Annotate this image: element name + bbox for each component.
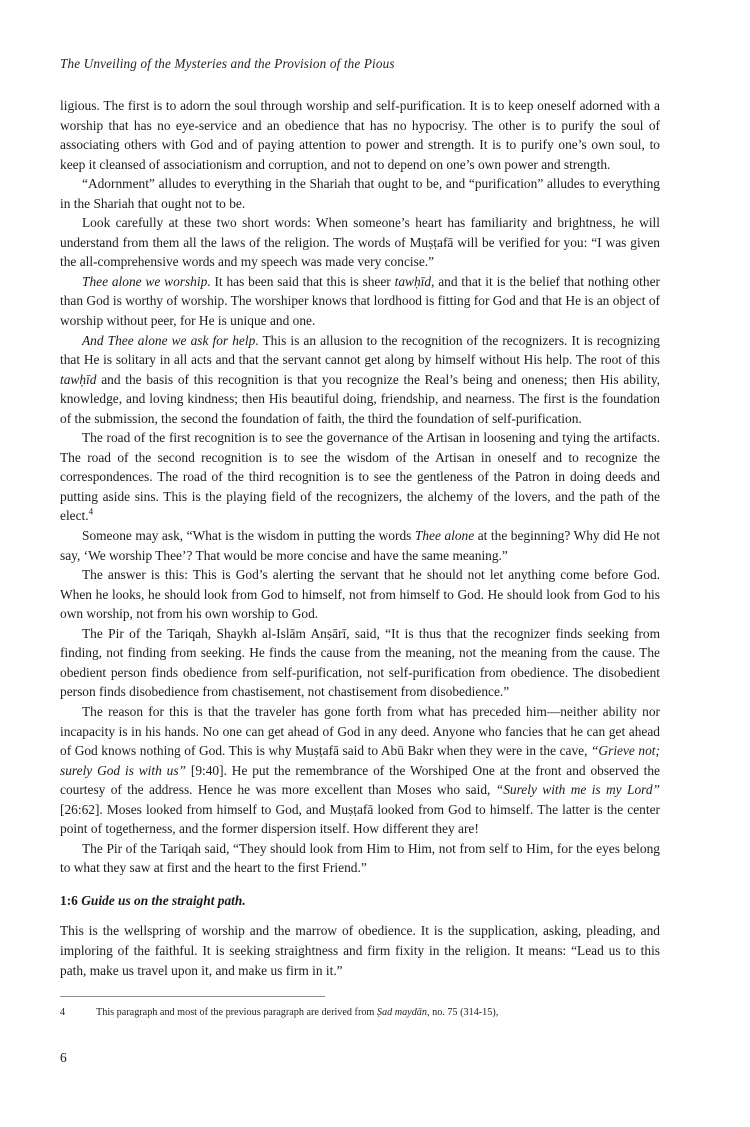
- italic-run: And Thee alone we ask for help: [82, 332, 256, 348]
- text-run: This paragraph and most of the previous paragraph are derived from: [96, 1007, 377, 1018]
- text-run: The road of the first recognition is to see the governance of the Artisan in loosening and tying the artifacts. The road of the second recognition is to see the wisdom of the Artisan in oneself and to recognize the correspondences. The road of the third recognition is to see the gentleness of the Patron in doing deeds and putting aside sins. This is the playing field of the recognizers, the alchemy of the lovers, and the path of the elect.: [60, 430, 660, 524]
- text-run: Someone may ask, “What is the wisdom in putting the words: [82, 528, 415, 544]
- text-run: at the beginning? Why did He not say, ‘We worship Thee’? That would be more concise and have the same meaning.”: [60, 528, 660, 563]
- body-paragraph: [60, 702, 660, 839]
- closing-paragraph: [60, 910, 660, 980]
- italic-run: tawḥīd: [394, 273, 432, 289]
- body-paragraph: [60, 272, 660, 331]
- text-run: and the basis of this recognition is that you recognize the Real’s being and oneness; then His ability, knowledge, and loving kindness; then His beautiful doing, friendship, and nearness. The first is the foundation of the submission, the second the foundation of faith, the third the foundation of self-purification.: [60, 371, 660, 426]
- footnote-number: 4: [60, 1007, 66, 1018]
- footnote-reference-marker[interactable]: 4: [88, 507, 94, 518]
- text-run: ligious. The first is to adorn the soul through worship and self-purification. It is to keep oneself adorned with a worship that has no eye-service and an obedience that has no hypocrisy. The other is to purify the soul of associating others with God and of paying attention to power and strength. It is to purify one’s own soul, to keep it cleansed of associationism and corruption, and not to depend on one’s own power and strength.: [60, 98, 660, 172]
- verse-heading: [60, 878, 660, 911]
- body-paragraph: [60, 526, 660, 565]
- italic-run: Ṣad maydān: [376, 1007, 427, 1018]
- footnote: [60, 1006, 660, 1020]
- body-paragraph: [60, 174, 660, 213]
- italic-run: Thee alone we worship: [82, 273, 208, 289]
- text-run: “Adornment” alludes to everything in the Shariah that ought to be, and “purification” alludes to everything in the Shariah that ought not to be.: [60, 176, 660, 211]
- text-run: . This is an allusion to the recognition of the recognizers. It is recognizing that He is solitary in all acts and that the servant cannot get along by himself without His help. The root of this: [60, 332, 660, 368]
- footnote-separator-rule: [60, 996, 325, 997]
- text-run: The Pir of the Tariqah, Shaykh al-Islām Anṣārī, said, “It is thus that the recognizer finds seeking from finding, not finding from seeking. He finds the cause from the meaning, not the meaning from the cause. The obedient person finds obedience from self-purification, not self-purification from obedience. The disobedient person finds disobedience from chastisement, not chastisement from disobedience.”: [60, 625, 660, 700]
- italic-run: “Surely with me is my Lord”: [495, 782, 661, 798]
- text-run: . It has been said that this is sheer: [207, 273, 395, 289]
- italic-run: tawḥīd: [60, 371, 97, 387]
- body-paragraph: [60, 839, 660, 878]
- text-run: The Pir of the Tariqah said, “They should look from Him to Him, not from self to Him, for the eyes belong to what they saw at first and the heart to the first Friend.”: [60, 840, 660, 876]
- italic-run: “Grieve not; surely God is with us”: [60, 743, 660, 778]
- footnote-text: [96, 1006, 660, 1020]
- running-head: The Unveiling of the Mysteries and the Provision of the Pious: [60, 56, 395, 71]
- italic-run: Thee alone: [414, 528, 475, 544]
- paragraph-list: [60, 96, 660, 878]
- body-paragraph: [60, 213, 660, 272]
- text-run: [9:40]. He put the remembrance of the Worshiped One at the front and observed the courtesy of the address. Hence he was more excellent than Moses who said,: [60, 762, 660, 798]
- body-paragraph: [60, 96, 660, 174]
- text-run: [26:62]. Moses looked from himself to God, and Muṣṭafā looked from God to himself. The latter is the center point of togetherness, and the former dispersion itself. How different they are!: [60, 801, 660, 837]
- body-paragraph: [60, 565, 660, 624]
- body-paragraph: [60, 331, 660, 429]
- verse-reference: 1:6: [60, 892, 78, 908]
- body-paragraph: [60, 428, 660, 526]
- body-text-column: [60, 96, 660, 980]
- text-run: The answer is this: This is God’s alerting the servant that he should not let anything come before God. When he looks, he should look from God to himself, not from himself to God. He should look from God to his own worship, not from his own worship to God.: [60, 567, 660, 622]
- text-run: The reason for this is that the traveler has gone forth from what has preceded him—neither ability nor incapacity is in his hands. No one can get ahead of God in any deed. Anyone who fancies that he can get ahead of God knows nothing of God. This is why Muṣṭafā said to Abū Bakr when they were in the cave,: [60, 703, 660, 759]
- text-run: , and that it is the belief that nothing other than God is worthy of worship. The worshiper knows that lordhood is fitting for God and that He is an object of worship without peer, for He is unique and one.: [60, 273, 660, 329]
- text-run: Look carefully at these two short words: When someone’s heart has familiarity and brightness, he will understand from them all the laws of the religion. The words of Muṣṭafā will be verified for you: “I was given the all-comprehensive words and my speech was made very concise.”: [60, 215, 660, 270]
- verse-heading-text: Guide us on the straight path.: [81, 892, 246, 908]
- footnote-list: [60, 1006, 660, 1020]
- page-number: 6: [60, 1050, 67, 1065]
- footnote-area: [60, 996, 660, 1020]
- text-run: This is the wellspring of worship and the marrow of obedience. It is the supplication, asking, pleading, and imploring of the faithful. It is seeking straightness and firm fixity in the religion. It means: “Lead us to this path, make us travel upon it, and make us firm in it.”: [60, 923, 660, 978]
- text-run: , no. 75 (314-15),: [427, 1007, 499, 1018]
- body-paragraph: [60, 624, 660, 702]
